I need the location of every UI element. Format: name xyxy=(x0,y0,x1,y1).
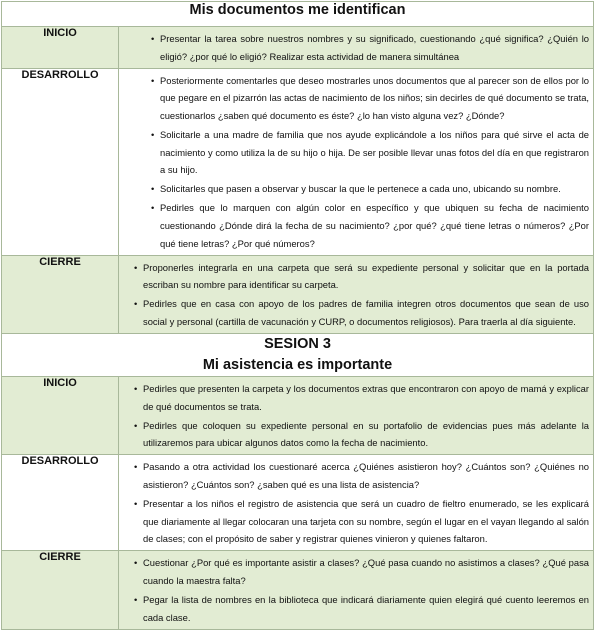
list-item: • Pedirles que coloquen su expediente personal en su portafolio de evidencias pues más adelante la utilizaremos para ubicar algunos datos como la fecha de nacimiento. xyxy=(143,417,589,452)
list-item: • Presentar la tarea sobre nuestros nombres y su significado, cuestionando ¿qué significa? ¿Quién lo eligió? ¿por qué lo eligió? Realizar esta actividad de manera simultánea xyxy=(160,30,589,65)
s2-inicio-row xyxy=(2,377,594,455)
s1-desarrollo-content xyxy=(119,68,594,255)
s2-desarrollo-row xyxy=(2,455,594,551)
s2-desarrollo-label: DESARROLLO xyxy=(2,455,119,551)
s1-inicio-content xyxy=(119,27,594,69)
list-item: • Cuestionar ¿Por qué es importante asistir a clases? ¿Qué pasa cuando no asistimos a clases? ¿Qué pasa cuando la maestra falta? xyxy=(143,554,589,589)
list-item: • Posteriormente comentarles que deseo mostrarles unos documentos que al parecer son de ellos por lo que pegare en el pizarrón las actas de nacimiento de los niños; sin decirles de qué documento se trata, cuestionarlos ¿saben qué documento es éste? ¿lo han visto alguna vez? ¿Dónde? xyxy=(160,72,589,125)
s1-cierre-row xyxy=(2,255,594,333)
s1-inicio-label: INICIO xyxy=(2,27,119,69)
list-item: • Solicitarles que pasen a observar y buscar la que le pertenece a cada uno, ubicando su nombre. xyxy=(160,180,589,198)
s2-cierre-row xyxy=(2,551,594,629)
list-item: • Presentar a los niños el registro de asistencia que será un cuadro de fieltro enumerado, se les explicará que diariamente al llegar colocaran una tarjeta con su nombre, según el lugar en el vayan llegando al salón de clases; con el propósito de saber y registrar quienes vinieron y quienes faltaron. xyxy=(143,495,589,548)
s1-inicio-row xyxy=(2,27,594,69)
s2-cierre-content xyxy=(119,551,594,629)
list-item: • Solicitarle a una madre de familia que nos ayude explicándole a los niños para qué sirve el acta de nacimiento y como utiliza la de su hijo o hija. De ser posible llevar unas fotos del día en que registraron a su hijo. xyxy=(160,126,589,179)
s1-desarrollo-label: DESARROLLO xyxy=(2,68,119,255)
s2-cierre-label: CIERRE xyxy=(2,551,119,629)
list-item: • Pegar la lista de nombres en la biblioteca que indicará diariamente quien elegirá qué cuento leeremos en cada clase. xyxy=(143,591,589,626)
s2-inicio-label: INICIO xyxy=(2,377,119,455)
s1-cierre-content xyxy=(119,255,594,333)
list-item: • Pedirles que presenten la carpeta y los documentos extras que encontraron con apoyo de mamá y explicar de qué documentos se trata. xyxy=(143,380,589,415)
session-title: Mi asistencia es importante xyxy=(202,357,393,373)
title-row-2 xyxy=(2,334,594,377)
session-label: SESION 3 xyxy=(264,336,331,352)
page-title: Mis documentos me identifican xyxy=(2,2,594,27)
lesson-plan-table xyxy=(1,1,594,630)
s2-inicio-content xyxy=(119,377,594,455)
list-item: • Pasando a otra actividad los cuestionaré acerca ¿Quiénes asistieron hoy? ¿Cuántos son? ¿Quiénes no asistieron? ¿Cuántos son? ¿saben qué es una lista de asistencia? xyxy=(143,458,589,493)
list-item: • Proponerles integrarla en una carpeta que será su expediente personal y solicitar que en la portada escriban su nombre para identificar su carpeta. xyxy=(143,259,589,294)
list-item: • Pedirles que lo marquen con algún color en específico y que ubiquen su fecha de nacimiento cuestionando ¿Dónde dirá la fecha de su nacimiento? ¿por qué? ¿qué tiene letras o números? ¿Por qué tiene letras? ¿Por qué números? xyxy=(160,199,589,252)
title-row-1 xyxy=(2,2,594,27)
s2-desarrollo-content xyxy=(119,455,594,551)
s1-cierre-label: CIERRE xyxy=(2,255,119,333)
s1-desarrollo-row xyxy=(2,68,594,255)
list-item: • Pedirles que en casa con apoyo de los padres de familia integren otros documentos que sean de uso social y personal (cartilla de vacunación y CURP, o documentos religiosos). Para traerla al día siguiente. xyxy=(143,295,589,330)
session-heading xyxy=(2,334,594,377)
